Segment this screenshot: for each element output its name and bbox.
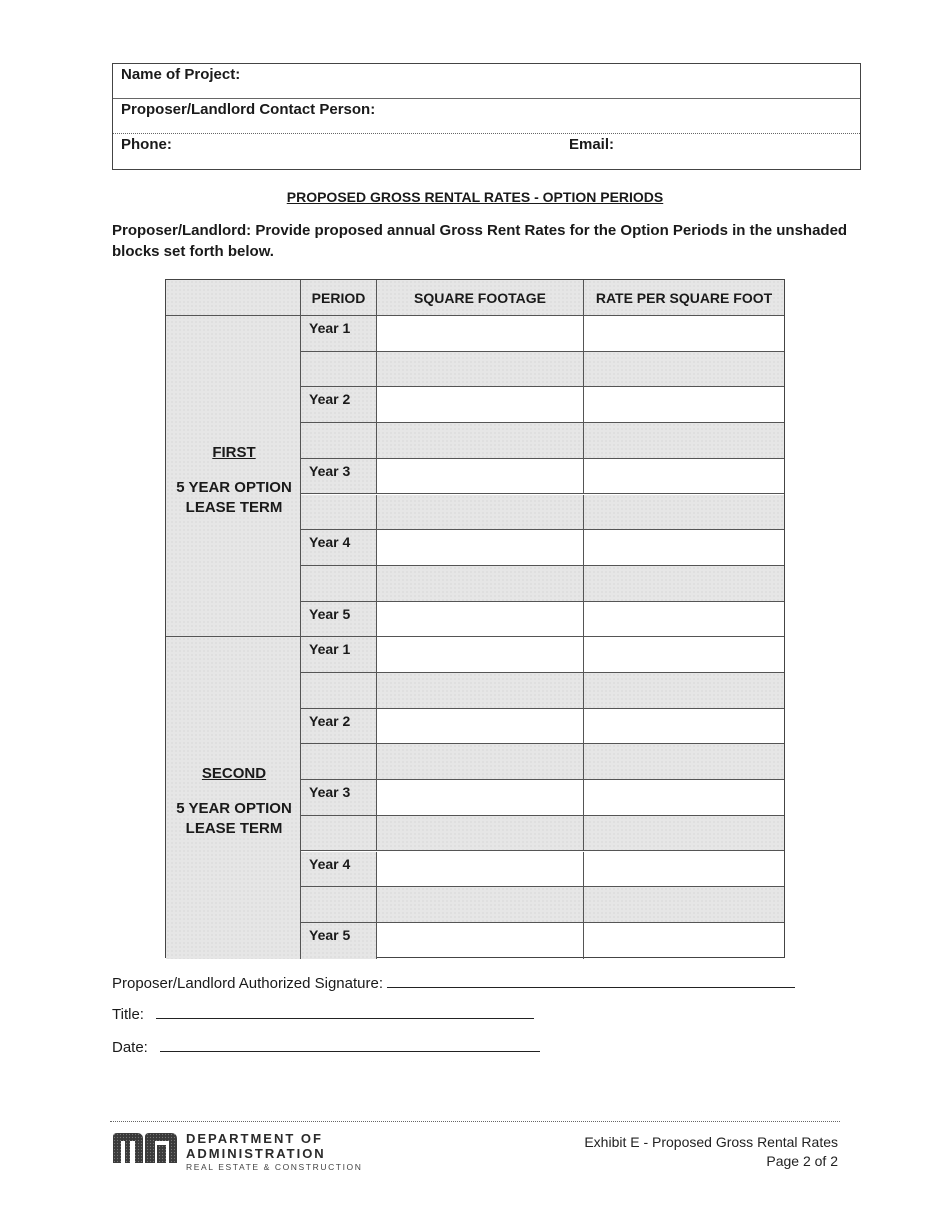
project-name-row[interactable] <box>113 64 860 99</box>
phone-label: Phone: <box>121 136 172 153</box>
signature-label: Proposer/Landlord Authorized Signature: <box>112 975 384 992</box>
square-footage-input[interactable] <box>377 602 584 638</box>
contact-person-label: Proposer/Landlord Contact Person: <box>121 101 376 118</box>
spacer-cell <box>584 423 784 459</box>
signature-field[interactable] <box>387 973 795 988</box>
title-label: Title: <box>112 1006 144 1023</box>
square-footage-input[interactable] <box>377 637 584 673</box>
period-cell: Year 4 <box>301 530 377 566</box>
square-footage-input[interactable] <box>377 923 584 959</box>
square-footage-input[interactable] <box>377 709 584 745</box>
rate-input[interactable] <box>584 923 784 959</box>
spacer-cell <box>301 566 377 602</box>
spacer-cell <box>377 352 584 388</box>
period-cell: Year 3 <box>301 780 377 816</box>
column-header: PERIOD <box>301 280 377 316</box>
spacer-cell <box>301 744 377 780</box>
term-description: 5 YEAR OPTION LEASE TERM <box>176 799 292 837</box>
department-name <box>186 1131 363 1172</box>
period-cell: Year 5 <box>301 602 377 638</box>
spacer-cell <box>584 495 784 531</box>
page-number: Page 2 of 2 <box>766 1153 838 1169</box>
period-cell: Year 1 <box>301 637 377 673</box>
square-footage-input[interactable] <box>377 387 584 423</box>
spacer-cell <box>377 887 584 923</box>
square-footage-input[interactable] <box>377 780 584 816</box>
spacer-cell <box>377 495 584 531</box>
rate-input[interactable] <box>584 780 784 816</box>
spacer-cell <box>301 673 377 709</box>
spacer-cell <box>301 816 377 852</box>
spacer-cell <box>301 423 377 459</box>
rate-input[interactable] <box>584 316 784 352</box>
period-cell: Year 2 <box>301 387 377 423</box>
date-label: Date: <box>112 1039 148 1056</box>
phone-email-row[interactable] <box>113 134 860 169</box>
spacer-cell <box>301 352 377 388</box>
rate-input[interactable] <box>584 530 784 566</box>
spacer-cell <box>377 816 584 852</box>
spacer-cell <box>377 566 584 602</box>
title-line[interactable] <box>112 1004 534 1023</box>
email-label: Email: <box>569 136 615 153</box>
spacer-cell <box>584 816 784 852</box>
period-cell: Year 3 <box>301 459 377 495</box>
spacer-cell <box>584 744 784 780</box>
square-footage-input[interactable] <box>377 316 584 352</box>
footer-divider <box>110 1121 840 1122</box>
signature-line[interactable] <box>112 973 795 992</box>
dept-line1: DEPARTMENT OF <box>186 1131 323 1146</box>
column-header: RATE PER SQUARE FOOT <box>584 280 784 316</box>
period-cell: Year 4 <box>301 852 377 888</box>
square-footage-input[interactable] <box>377 459 584 495</box>
contact-person-row[interactable] <box>113 99 860 134</box>
mn-logo-icon <box>113 1133 179 1163</box>
spacer-cell <box>584 566 784 602</box>
term-label-cell <box>166 316 301 637</box>
term-label <box>166 764 302 839</box>
rate-input[interactable] <box>584 852 784 888</box>
period-cell: Year 1 <box>301 316 377 352</box>
spacer-cell <box>377 423 584 459</box>
rate-input[interactable] <box>584 602 784 638</box>
square-footage-input[interactable] <box>377 530 584 566</box>
exhibit-info <box>584 1133 838 1171</box>
date-field[interactable] <box>160 1037 540 1052</box>
spacer-cell <box>301 495 377 531</box>
dept-line3: REAL ESTATE & CONSTRUCTION <box>186 1162 363 1172</box>
term-name: SECOND <box>201 764 267 782</box>
spacer-cell <box>377 744 584 780</box>
term-name: FIRST <box>212 443 256 461</box>
period-cell: Year 2 <box>301 709 377 745</box>
term-description: 5 YEAR OPTION LEASE TERM <box>176 478 292 516</box>
dept-line2: ADMINISTRATION <box>186 1146 326 1161</box>
term-label <box>166 443 302 518</box>
rate-input[interactable] <box>584 459 784 495</box>
spacer-cell <box>584 887 784 923</box>
spacer-cell <box>584 352 784 388</box>
section-title: PROPOSED GROSS RENTAL RATES - OPTION PERIODS <box>286 189 664 205</box>
project-name-label: Name of Project: <box>121 66 241 83</box>
square-footage-input[interactable] <box>377 852 584 888</box>
project-info-box <box>112 63 861 170</box>
title-field[interactable] <box>156 1004 534 1019</box>
spacer-cell <box>584 673 784 709</box>
rate-input[interactable] <box>584 709 784 745</box>
date-line[interactable] <box>112 1037 540 1056</box>
spacer-cell <box>301 887 377 923</box>
period-cell: Year 5 <box>301 923 377 959</box>
rates-table <box>165 279 785 958</box>
exhibit-title: Exhibit E - Proposed Gross Rental Rates <box>584 1134 838 1150</box>
rate-input[interactable] <box>584 387 784 423</box>
column-header: SQUARE FOOTAGE <box>377 280 584 316</box>
column-header <box>166 280 301 316</box>
term-label-cell <box>166 637 301 958</box>
spacer-cell <box>377 673 584 709</box>
instructions: Proposer/Landlord: Provide proposed annual Gross Rent Rates for the Option Periods in the unshaded blocks set forth below. <box>112 222 848 260</box>
rate-input[interactable] <box>584 637 784 673</box>
